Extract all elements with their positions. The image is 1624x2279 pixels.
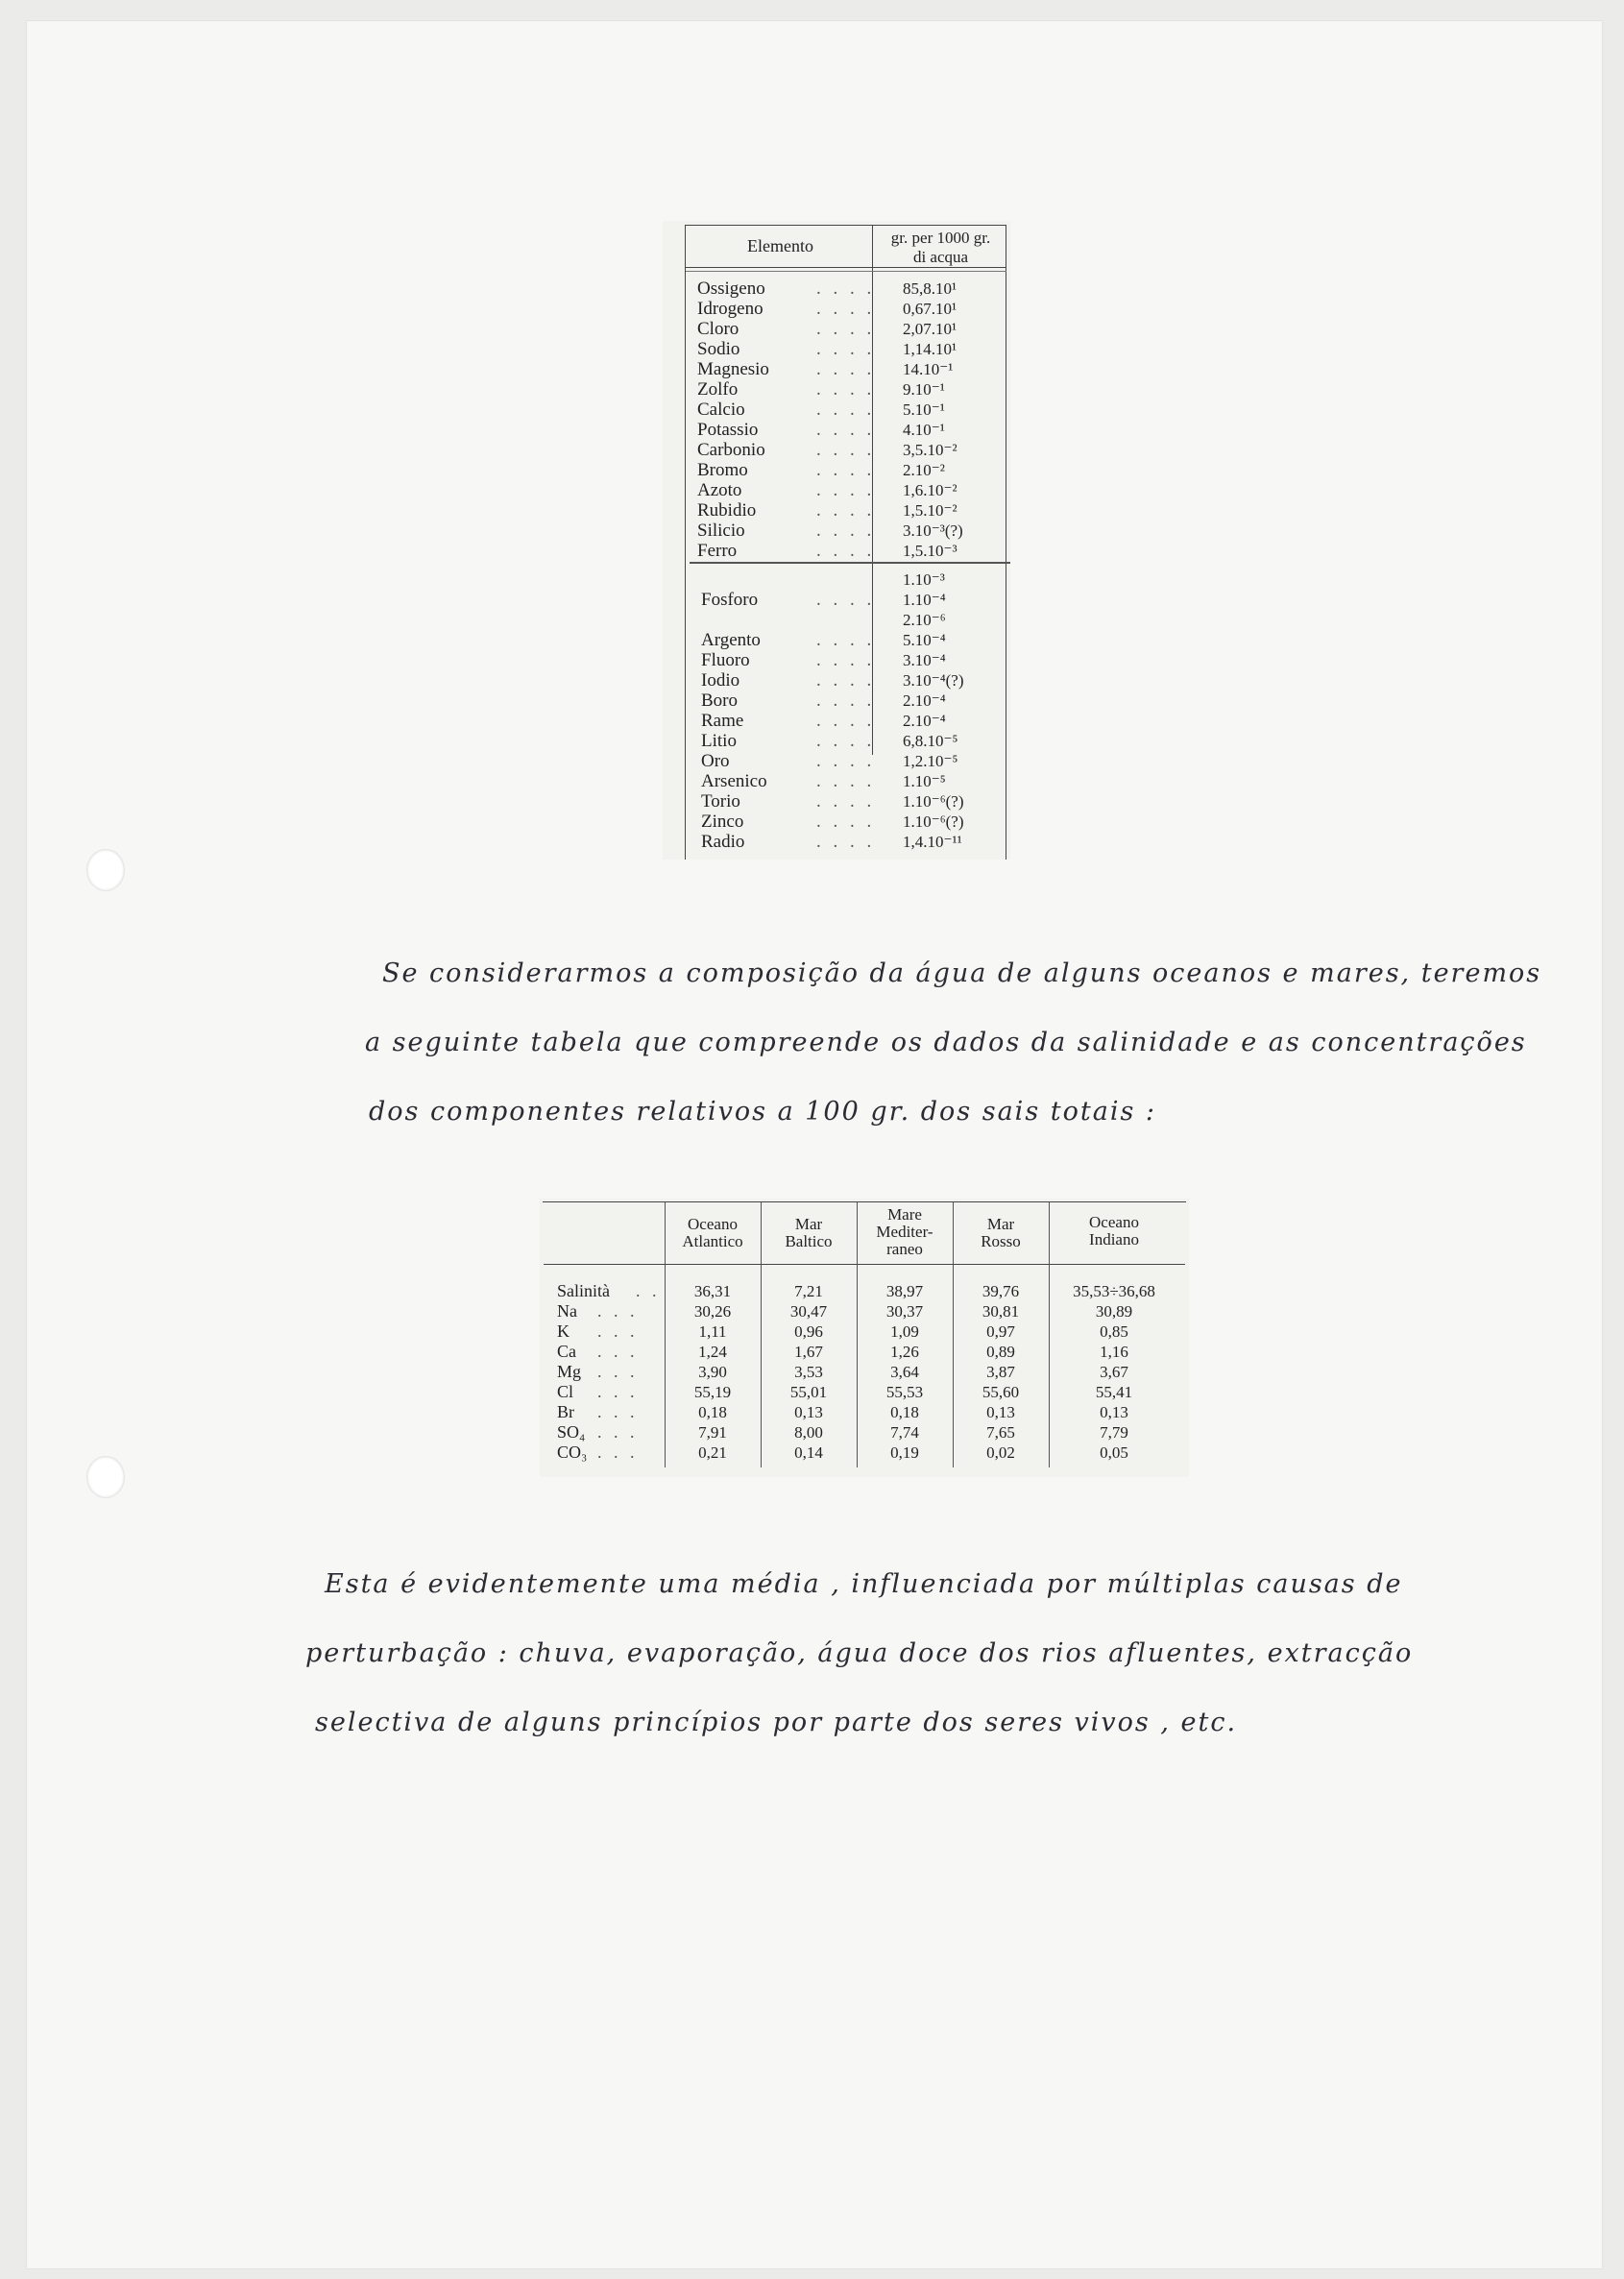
- table-row: Azoto . . . . 1,6.10⁻²: [697, 480, 957, 500]
- table-row: Zinco . . . . 1.10⁻⁶(?): [701, 812, 964, 832]
- salinity-table-clipping: [540, 1199, 1189, 1477]
- handwritten-line: Se considerarmos a composição da água de alguns oceanos e mares, teremos: [382, 958, 1542, 988]
- table-row: Idrogeno . . . . 0,67.10¹: [697, 299, 957, 319]
- table-row: CO₃ . . . 0,21 0,14 0,19 0,02 0,05: [557, 1443, 1128, 1462]
- header-element: Elemento: [747, 236, 813, 255]
- punch-hole-top: [86, 849, 125, 891]
- header-value-line2: di acqua: [912, 248, 969, 266]
- table-row: Cloro . . . . 2,07.10¹: [697, 319, 957, 339]
- col-header-mediterranean: Mare Mediter- raneo: [876, 1205, 933, 1258]
- table-row: Boro . . . . 2.10⁻⁴: [701, 691, 946, 711]
- punch-hole-bottom: [86, 1456, 125, 1498]
- table-row: Rame . . . . 2.10⁻⁴: [701, 711, 946, 731]
- header-rule: [686, 267, 1006, 268]
- handwritten-line: selectiva de alguns princípios por parte dos seres vivos , etc.: [315, 1708, 1238, 1737]
- handwritten-line: a seguinte tabela que compreende os dados da salinidade e as concentrações: [365, 1028, 1527, 1057]
- table-row: Sodio . . . . 1,14.10¹: [697, 339, 957, 359]
- table-row: Carbonio . . . . 3,5.10⁻²: [697, 440, 957, 460]
- col-header-atlantic: Oceano Atlantico: [682, 1215, 743, 1250]
- col-header-baltic: Mar Baltico: [785, 1215, 833, 1250]
- table-row: Bromo . . . . 2.10⁻²: [697, 460, 945, 480]
- table-row: Torio . . . . 1.10⁻⁶(?): [701, 791, 964, 812]
- table-row: K . . . 1,11 0,96 1,09 0,97 0,85: [557, 1321, 1128, 1341]
- table-row: Br . . . 0,18 0,13 0,18 0,13 0,13: [557, 1402, 1128, 1421]
- handwritten-line: dos componentes relativos a 100 gr. dos sais totais :: [369, 1097, 1156, 1127]
- table-row: Oro . . . . 1,2.10⁻⁵: [701, 751, 958, 771]
- table-row: Na . . . 30,26 30,47 30,37 30,81 30,89: [557, 1301, 1133, 1321]
- table-row: Salinità . . 36,31 7,21 38,97 39,76 35,53÷36,68: [557, 1281, 1155, 1300]
- handwritten-line: perturbação : chuva, evaporação, água doce dos rios afluentes, extracção: [305, 1638, 1414, 1668]
- col-header-red-sea: Mar Rosso: [981, 1215, 1021, 1250]
- table-row: Calcio . . . . 5.10⁻¹: [697, 400, 945, 420]
- table-row: Arsenico . . . . 1.10⁻⁵: [701, 771, 946, 791]
- header-value-line1: gr. per 1000 gr.: [890, 229, 991, 247]
- element-table-clipping: [663, 221, 1010, 860]
- header-value: [876, 229, 1006, 267]
- table-row: Radio . . . . 1,4.10⁻¹¹: [701, 832, 962, 852]
- table-row: Ca . . . 1,24 1,67 1,26 0,89 1,16: [557, 1342, 1128, 1361]
- header-rule-2: [686, 271, 1006, 272]
- element-rows-part2: [663, 570, 1010, 852]
- table-row: SO₄ . . . 7,91 8,00 7,74 7,65 7,79: [557, 1422, 1128, 1442]
- table-row: 1.10⁻³: [903, 570, 945, 589]
- table-row: Potassio . . . . 4.10⁻¹: [697, 420, 945, 440]
- header-rule: [544, 1264, 1185, 1265]
- table-row: Zolfo . . . . 9.10⁻¹: [697, 379, 945, 400]
- table-row: Ferro . . . . 1,5.10⁻³: [697, 541, 957, 561]
- paper-sheet: [27, 21, 1602, 2268]
- table-row: Fosforo . . . . 1.10⁻⁴: [701, 590, 946, 610]
- table-row: Cl . . . 55,19 55,01 55,53 55,60 55,41: [557, 1382, 1133, 1401]
- element-rows-part1: [663, 279, 1010, 561]
- table-row: 2.10⁻⁶: [903, 611, 946, 629]
- table-row: Argento . . . . 5.10⁻⁴: [701, 630, 946, 650]
- col-header-indian: Oceano Indiano: [1089, 1213, 1139, 1249]
- table-row: Mg . . . 3,90 3,53 3,64 3,87 3,67: [557, 1362, 1128, 1381]
- table-row: Litio . . . . 6,8.10⁻⁵: [701, 731, 958, 751]
- handwritten-line: Esta é evidentemente uma média , influenciada por múltiplas causas de: [325, 1569, 1403, 1599]
- table-row: Silicio . . . . 3.10⁻³(?): [697, 521, 963, 541]
- table-row: Iodio . . . . 3.10⁻⁴(?): [701, 670, 964, 691]
- table-row: Rubidio . . . . 1,5.10⁻²: [697, 500, 957, 521]
- table-row: Magnesio . . . . 14.10⁻¹: [697, 359, 954, 379]
- clipping-seam: [690, 562, 1010, 564]
- table-row: Ossigeno . . . . 85,8.10¹: [697, 279, 957, 299]
- table-row: Fluoro . . . . 3.10⁻⁴: [701, 650, 946, 670]
